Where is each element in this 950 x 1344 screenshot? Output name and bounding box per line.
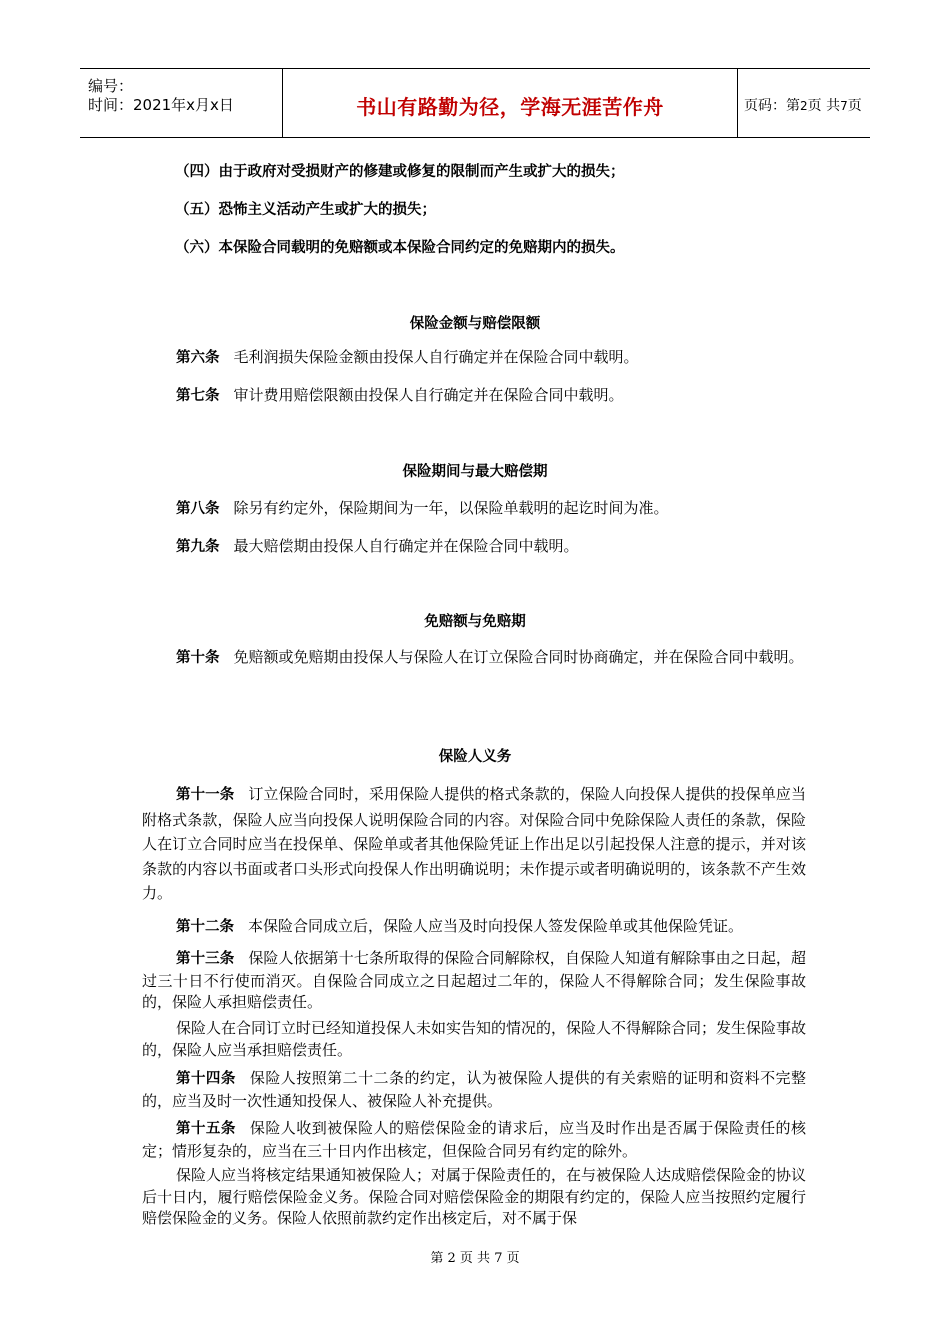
article-text: 本保险合同成立后，保险人应当及时向投保人签发保险单或其他保险凭证。	[248, 917, 744, 935]
article-10	[142, 645, 806, 671]
article-text: 保险人按照第二十二条的约定，认为被保险人提供的有关索赔的证明和资料不完整的，应当及时一次性通知投保人、被保险人补充提供。	[142, 1069, 807, 1110]
article-13	[142, 948, 806, 1014]
article-12	[142, 914, 806, 940]
article-15	[142, 1118, 806, 1162]
page-number: 2	[800, 99, 808, 113]
article-text: 最大赔偿期由投保人自行确定并在保险合同中载明。	[233, 537, 579, 555]
article-8	[142, 496, 806, 522]
article-number: 第七条	[176, 388, 220, 404]
page-header	[80, 68, 870, 138]
article-text: 保险人依据第十七条所取得的保险合同解除权，自保险人知道有解除事由之日起，超过三十日不行使而消灭。自保险合同成立之日起超过二年的，保险人不得解除合同；发生保险事故的，保险人承担赔偿责任。	[142, 949, 807, 1011]
article-11	[142, 782, 806, 906]
section-heading: 保险金额与赔偿限额	[409, 316, 541, 332]
section-heading: 保险期间与最大赔偿期	[402, 464, 548, 480]
document-date-label: 时间：2021年x月x日	[88, 96, 234, 114]
article-6	[142, 345, 806, 371]
header-page-cell	[736, 69, 870, 137]
section-heading: 免赔额与免赔期	[424, 614, 526, 630]
article-number: 第九条	[176, 539, 220, 555]
header-meta-cell	[80, 69, 282, 137]
article-9	[142, 534, 806, 560]
article-13-paragraph-2: 保险人在合同订立时已经知道投保人未如实告知的情况的，保险人不得解除合同；发生保险事故的，保险人应当承担赔偿责任。	[142, 1019, 807, 1059]
article-number: 第十一条	[176, 787, 235, 803]
header-motto-cell	[282, 69, 738, 137]
section-heading: 保险人义务	[438, 749, 512, 765]
article-text: 审计费用赔偿限额由投保人自行确定并在保险合同中载明。	[233, 386, 624, 404]
article-text: 毛利润损失保险金额由投保人自行确定并在保险合同中载明。	[233, 348, 639, 366]
exclusion-item: （四）由于政府对受损财产的修建或修复的限制而产生或扩大的损失；	[175, 164, 625, 180]
article-number: 第十三条	[176, 951, 235, 967]
header-page-indicator	[744, 95, 862, 115]
page-mid: 页 共	[807, 98, 841, 114]
article-number: 第十二条	[176, 919, 234, 935]
article-number: 第十条	[176, 650, 220, 666]
article-number: 第八条	[176, 501, 220, 517]
article-text: 保险人收到被保险人的赔偿保险金的请求后，应当及时作出是否属于保险责任的核定；情形复杂的，应当在三十日内作出核定，但保险合同另有约定的除外。	[142, 1119, 807, 1160]
page-footer: 第 2 页 共 7 页	[430, 1251, 520, 1266]
article-text: 除另有约定外，保险期间为一年，以保险单载明的起讫时间为准。	[233, 499, 669, 517]
article-text: 免赔额或免赔期由投保人与保险人在订立保险合同时协商确定，并在保险合同中载明。	[233, 648, 804, 666]
article-number: 第十四条	[176, 1071, 236, 1087]
article-text: 订立保险合同时，采用保险人提供的格式条款的，保险人向投保人提供的投保单应当附格式条款，保险人应当向投保人说明保险合同的内容。对保险合同中免除保险人责任的条款，保险人在订立合同时应当在投保单、保险单或者其他保险凭证上作出足以引起投保人注意的提示，并对该条款的内容以书面或者口头形式向投保人作出明确说明；未作提示或者明确说明的，该条款不产生效力。	[142, 785, 807, 902]
article-7	[142, 383, 806, 409]
exclusion-item: （六）本保险合同载明的免赔额或本保险合同约定的免赔期内的损失。	[175, 240, 625, 256]
page-total: 7	[840, 99, 848, 113]
document-number-label: 编号：	[88, 77, 134, 95]
article-14	[142, 1068, 806, 1112]
header-motto: 书山有路勤为径，学海无涯苦作舟	[356, 95, 664, 119]
article-15-paragraph-2: 保险人应当将核定结果通知被保险人；对属于保险责任的，在与被保险人达成赔偿保险金的协议后十日内，履行赔偿保险金义务。保险合同对赔偿保险金的期限有约定的，保险人应当按照约定履行赔偿保险金的义务。保险人依照前款约定作出核定后，对不属于保	[142, 1166, 807, 1227]
page-suffix: 页	[847, 98, 862, 114]
article-number: 第十五条	[176, 1121, 236, 1137]
page-prefix: 页码：第	[744, 98, 800, 114]
article-number: 第六条	[176, 350, 220, 366]
exclusion-item: （五）恐怖主义活动产生或扩大的损失；	[175, 202, 436, 218]
